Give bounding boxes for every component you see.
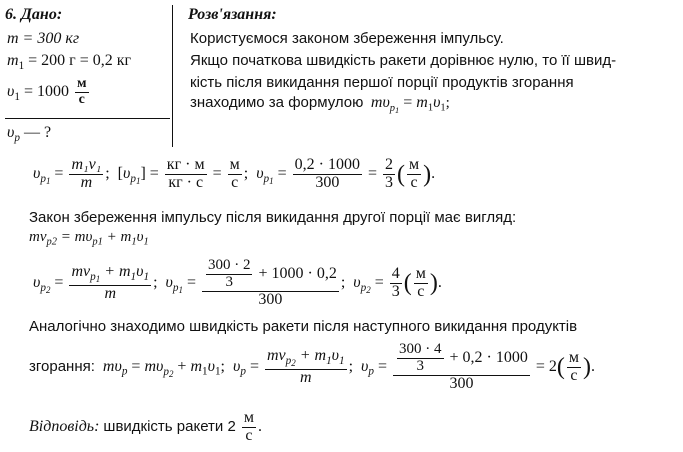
solution-label: Розв'язання:	[188, 6, 277, 23]
frac-v-p2: $\frac{mv_{p_1} + m_1\upsilon_1}{m}$	[71, 262, 150, 302]
frac-unit-result-3: $\frac{м}{с}$	[568, 348, 580, 384]
formula-row-3: $\upsilon_{p_2}$ = $\frac{mv_{p_1} + m_1\upsilon_1}{m}$ ; $\upsilon_{p_1}$ = $\frac{300 \cdot 2}{3}$ + 1000 · 0,2 300 ; $\upsilon_{p_2}$ = $\frac{4}{3}$ ( $\frac{м}{с}$ ).	[33, 257, 442, 308]
paragraph-2: Закон збереження імпульсу після викидання другої порції має вигляд:	[29, 209, 517, 226]
frac-answer-unit: $\frac{м}{с}$	[243, 409, 254, 444]
answer: Відповідь: швидкість ракети 2 $\frac{м}{с}$ .	[29, 409, 262, 444]
paragraph-1-line-2: Якщо початкова швидкість ракети дорівнює нулю, то її швид-	[190, 52, 617, 69]
frac-value-3: $\frac{300 \cdot 4}{3}$ + 0,2 · 1000 300	[393, 342, 530, 392]
find-velocity: $\upsilon_p$ — ?	[7, 124, 52, 144]
given-velocity-1: $\upsilon_1 = 1000$ $\frac{м}{с}$	[7, 76, 87, 107]
paragraph-1-line-1: Користуємося законом збереження імпульсу.	[190, 30, 504, 47]
frac-ms: $\frac{м}{с}$	[229, 156, 240, 191]
frac-unit-result-2: $\frac{м}{с}$	[415, 264, 426, 300]
frac-result-2: $\frac{4}{3}$	[391, 264, 400, 300]
frac-units: $\frac{кг \cdot м}{кг \cdot с}$	[166, 156, 205, 191]
frac-value-2: $\frac{300 \cdot 2}{3}$ + 1000 · 0,2 300	[202, 258, 339, 308]
formula-row-2: $mv_{p2} = m\upsilon_{p1} + m_1\upsilon_1$	[29, 229, 149, 248]
given-mass-1: $m_1 = 200$ г = 0,2 кг	[7, 52, 132, 72]
paragraph-3: Аналогічно знаходимо швидкість ракети після наступного викидання продуктів	[29, 318, 578, 335]
frac-v-p: $\frac{mv_{p_2} + m_1\upsilon_1}{m}$	[266, 346, 345, 386]
given-mass: m = 300 кг	[7, 30, 80, 47]
problem-number: 6. Дано:	[5, 6, 63, 23]
formula-row-1: $\upsilon_{p_1}$ = $\frac{\text{m₁v₁}}{m}$ ; $[\upsilon_{p_1}]$ = $\frac{кг \cdot м}{кг \cdot с}$ = $\frac{м}{с}$ ; $\upsilon_{p_1}$ = $\frac{0,2 \cdot 1000}{300}$ = $\frac{2}{3}$ ( $\frac{м}{с}$ ).	[33, 156, 436, 191]
unit-ms: $\frac{м}{с}$	[76, 76, 87, 107]
frac-unit-result-1: $\frac{м}{с}$	[409, 156, 420, 191]
frac-result-1: $\frac{2}{3}$	[385, 156, 394, 191]
paragraph-1-line-4: знаходимо за формулою $m\upsilon_{p_1} = m_1\upsilon_1$;	[190, 94, 450, 115]
frac-300x4-over-3: $\frac{300 \cdot 4}{3}$	[399, 341, 442, 374]
formula-row-4: згорання: $m\upsilon_p = m\upsilon_{p_2} + m_1\upsilon_1$; $\upsilon_p$ = $\frac{mv_{p_2} + m_1\upsilon_1}{m}$ ; $\upsilon_p$ = $\frac{300 \cdot 4}{3}$ + 0,2 · 1000 300 = 2( $\frac{м}{с}$ ).	[29, 341, 596, 392]
given-vertical-divider	[172, 5, 173, 147]
given-divider	[5, 118, 170, 119]
frac-m1v1-over-m: $\frac{\text{m₁v₁}}{m}$	[71, 156, 102, 191]
frac-300x2-over-3: $\frac{300 \cdot 2}{3}$	[207, 257, 251, 290]
frac-value-1: $\frac{0,2 \cdot 1000}{300}$	[294, 156, 360, 191]
paragraph-1-line-3: кість після викидання першої порції продуктів згорання	[190, 74, 574, 91]
